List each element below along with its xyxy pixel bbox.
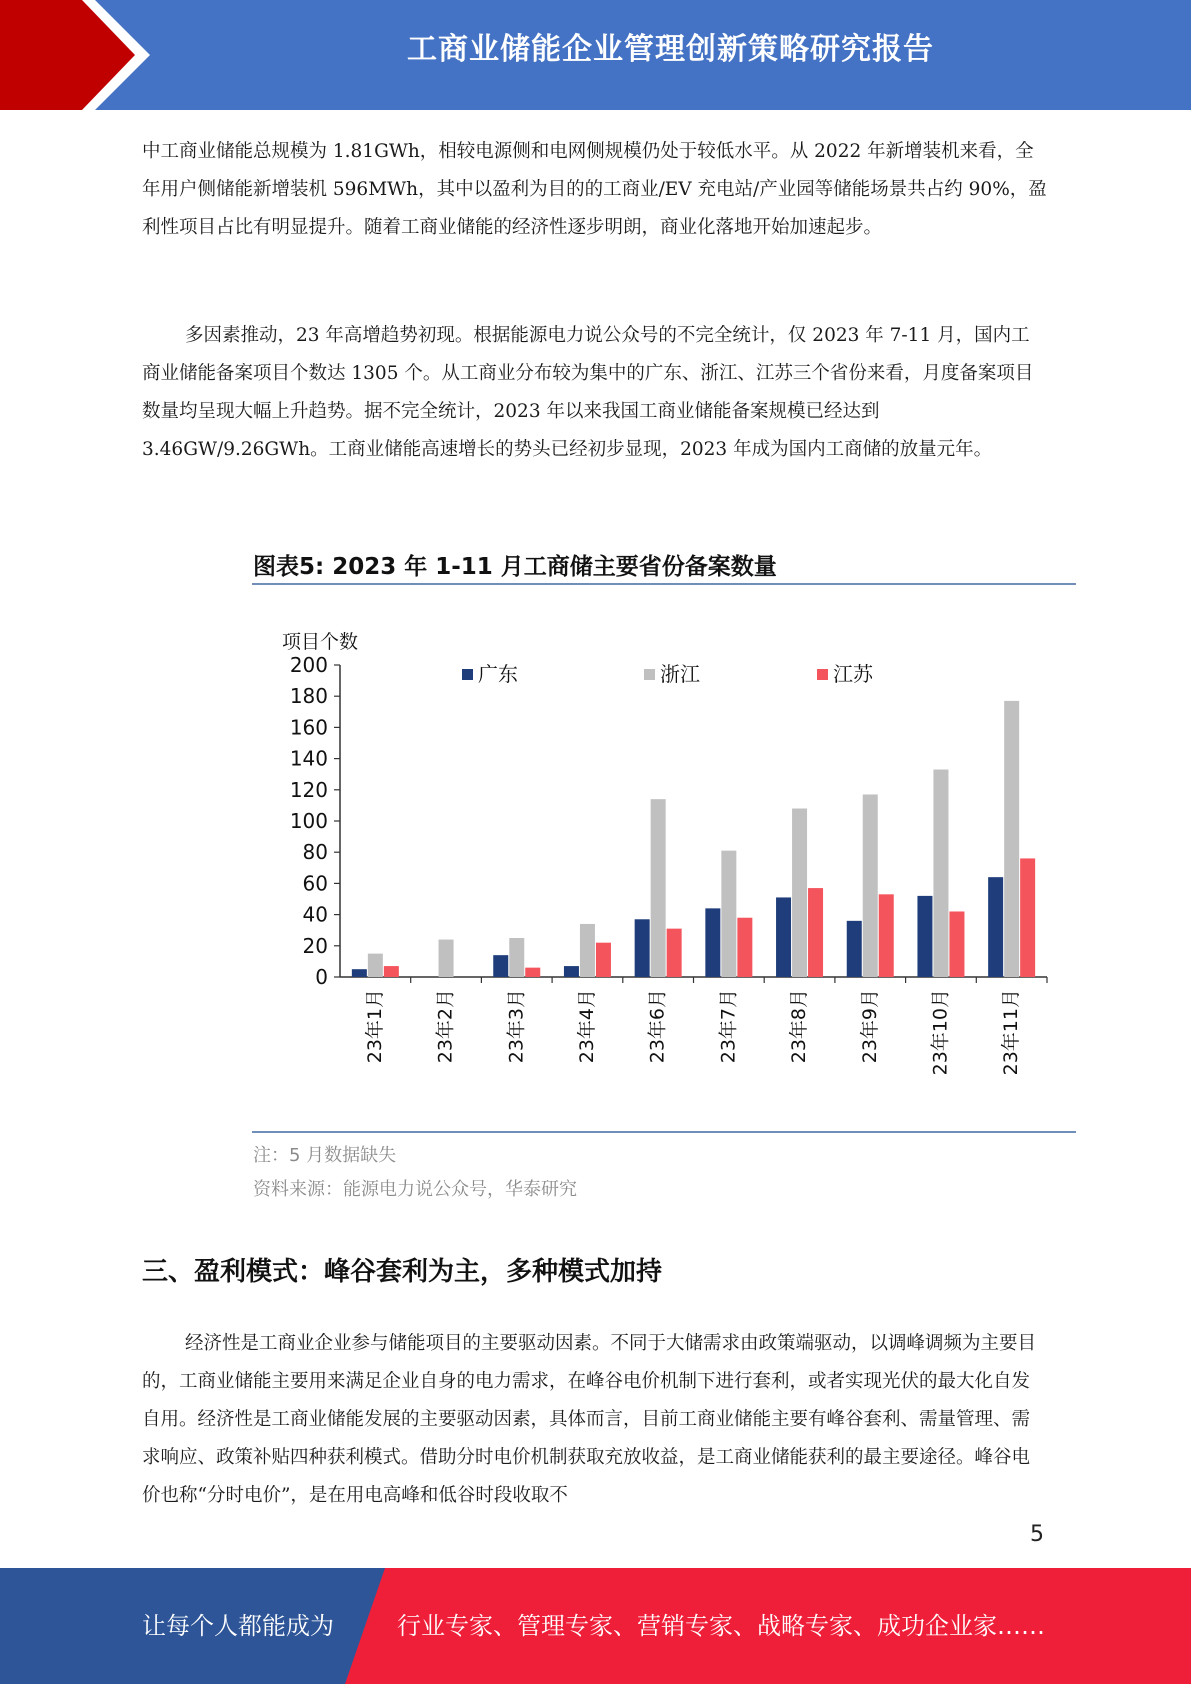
bar-浙江-23年1月 [368, 954, 383, 977]
x-tick-label: 23年11月 [1000, 989, 1023, 1076]
bar-广东-23年10月 [917, 896, 932, 977]
footer-slogan-left: 让每个人都能成为 [142, 1612, 334, 1640]
bar-江苏-23年7月 [737, 918, 752, 977]
figure-bottom-rule [252, 1131, 1076, 1133]
bar-广东-23年11月 [988, 877, 1003, 977]
y-tick-label: 180 [289, 684, 328, 709]
y-tick-label: 160 [289, 715, 328, 740]
bar-江苏-23年8月 [808, 888, 823, 977]
page-number: 5 [1030, 1522, 1044, 1547]
bar-江苏-23年11月 [1020, 858, 1035, 977]
bar-江苏-23年1月 [384, 966, 399, 977]
x-tick-label: 23年6月 [646, 989, 669, 1064]
y-tick-label: 20 [302, 933, 328, 958]
y-tick-label: 60 [302, 871, 328, 896]
bar-广东-23年9月 [847, 921, 862, 977]
x-tick-label: 23年2月 [434, 989, 457, 1064]
bar-广东-23年3月 [493, 955, 508, 977]
bar-广东-23年1月 [352, 969, 367, 977]
paragraph-growth: 多因素推动，23 年高增趋势初现。根据能源电力说公众号的不完全统计，仅 2023 年 7-11 月，国内工商业储能备案项目个数达 1305 个。从工商业分布较为集中的广东、浙江、江苏三个省份来看，月度备案项目数量均呈现大幅上升趋势。据不完全统计，2023 年以来我国工商业储能备案规模已经达到 3.46GW/9.26GWh。工商业储能高速增长的势头已经初步显现，2023 年成为国内工商储的放量元年。 [142, 325, 1034, 460]
bar-浙江-23年11月 [1004, 701, 1019, 977]
y-tick-label: 140 [289, 746, 328, 771]
section-heading: 三、盈利模式：峰谷套利为主，多种模式加持 [142, 1257, 663, 1287]
legend-swatch-广东 [462, 669, 473, 680]
bar-浙江-23年4月 [580, 924, 595, 977]
legend-label-江苏: 江苏 [833, 662, 873, 686]
y-tick-label: 80 [302, 840, 328, 865]
bar-浙江-23年8月 [792, 809, 807, 977]
footer-slogan-right: 行业专家、管理专家、营销专家、战略专家、成功企业家…… [397, 1612, 1045, 1640]
bar-江苏-23年6月 [667, 929, 682, 977]
bar-浙江-23年10月 [933, 770, 948, 977]
y-tick-label: 100 [289, 809, 328, 833]
bar-浙江-23年9月 [863, 794, 878, 977]
bar-江苏-23年4月 [596, 943, 611, 977]
figure-source: 资料来源：能源电力说公众号，华泰研究 [253, 1179, 577, 1200]
bar-广东-23年4月 [564, 966, 579, 977]
x-tick-label: 23年1月 [363, 989, 386, 1064]
figure-top-rule [252, 583, 1076, 585]
bar-江苏-23年3月 [525, 968, 540, 977]
x-tick-label: 23年8月 [788, 989, 811, 1064]
y-tick-label: 120 [289, 777, 328, 802]
header-arrow-decoration [0, 0, 150, 110]
x-tick-label: 23年3月 [505, 989, 528, 1064]
y-axis-label: 项目个数 [282, 631, 359, 653]
paragraph-profit-model: 经济性是工商业企业参与储能项目的主要驱动因素。不同于大储需求由政策端驱动，以调峰调频为主要目的，工商业储能主要用来满足企业自身的电力需求，在峰谷电价机制下进行套利，或者实现光伏的最大化自发自用。经济性是工商业储能发展的主要驱动因素，具体而言，目前工商业储能主要有峰谷套利、需量管理、需求响应、政策补贴四种获利模式。借助分时电价机制获取充放收益，是工商业储能获利的最主要途径。峰谷电价也称“分时电价”，是在用电高峰和低谷时段收取不 [142, 1333, 1037, 1506]
legend-label-浙江: 浙江 [660, 662, 700, 686]
bar-浙江-23年3月 [509, 938, 524, 977]
x-tick-label: 23年4月 [575, 989, 598, 1064]
figure-note: 注：5 月数据缺失 [253, 1145, 397, 1166]
x-tick-label: 23年10月 [929, 989, 952, 1076]
x-tick-label: 23年7月 [717, 989, 740, 1064]
legend-swatch-江苏 [817, 669, 828, 680]
paragraph-intro: 中工商业储能总规模为 1.81GWh，相较电源侧和电网侧规模仍处于较低水平。从 2022 年新增装机来看，全年用户侧储能新增装机 596MWh，其中以盈利为目的的工商业/EV 充电站/产业园等储能场景共占约 90%，盈利性项目占比有明显提升。随着工商业储能的经济性逐步明朗，商业化落地开始加速起步。 [142, 141, 1047, 238]
figure-title: 图表5: 2023 年 1-11 月工商储主要省份备案数量 [253, 554, 777, 580]
bar-广东-23年6月 [635, 919, 650, 977]
bar-广东-23年7月 [705, 908, 720, 977]
legend-swatch-浙江 [644, 669, 655, 680]
y-tick-label: 40 [302, 902, 328, 927]
y-tick-label: 0 [315, 965, 328, 989]
bar-江苏-23年10月 [949, 911, 964, 977]
y-tick-label: 200 [289, 653, 328, 677]
bar-浙江-23年6月 [651, 799, 666, 977]
report-title: 工商业储能企业管理创新策略研究报告 [407, 32, 934, 67]
bar-浙江-23年7月 [721, 851, 736, 977]
bar-chart [252, 600, 1076, 1120]
page-header [0, 0, 1191, 110]
x-tick-label: 23年9月 [858, 989, 881, 1064]
bar-广东-23年8月 [776, 897, 791, 977]
legend-label-广东: 广东 [478, 662, 518, 686]
bar-江苏-23年9月 [879, 894, 894, 977]
page-footer [0, 1568, 1191, 1684]
bar-浙江-23年2月 [439, 940, 454, 977]
